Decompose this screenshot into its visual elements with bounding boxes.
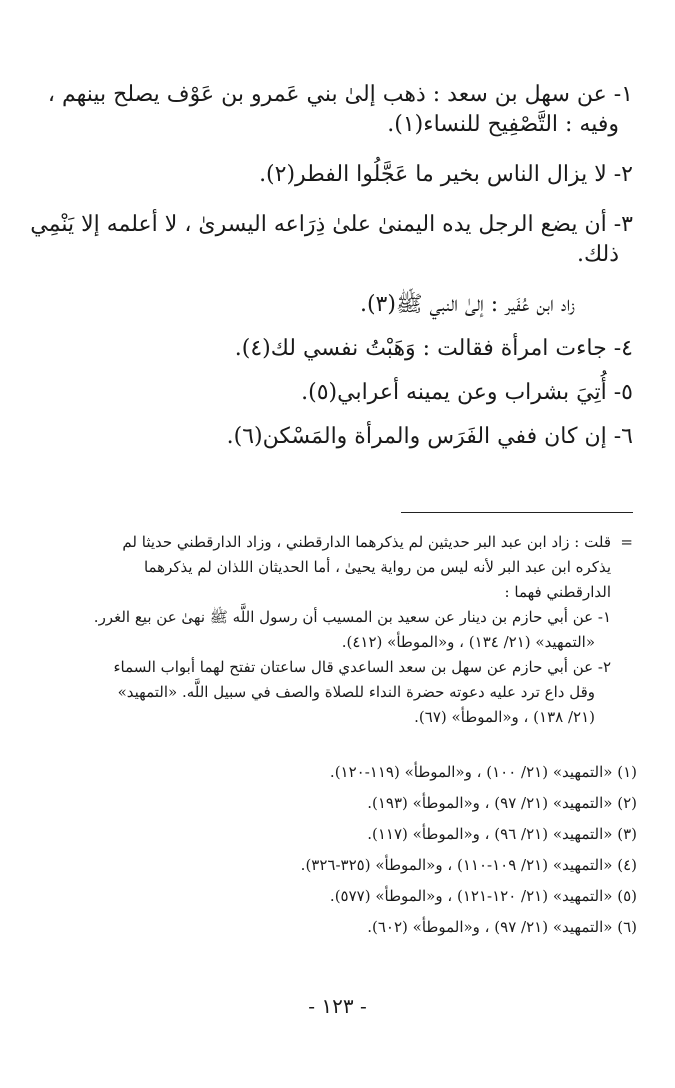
continuation-marker: = bbox=[620, 533, 633, 551]
footnote-4: (٤) «التمهيد» (٢١/ ١٠٩-١١٠) ، و«الموطأ» (٣٢٥-٣٢٦). bbox=[300, 856, 637, 874]
footnote-2: (٢) «التمهيد» (٢١/ ٩٧) ، و«الموطأ» (١٩٣). bbox=[367, 794, 637, 812]
footnote-3: (٣) «التمهيد» (٢١/ ٩٦) ، و«الموطأ» (١١٧). bbox=[367, 825, 637, 843]
hadith-2: ٢- لا يزال الناس بخير ما عَجَّلُوا الفطر(٢). bbox=[259, 162, 633, 187]
hadith-5: ٥- أُتِيَ بشراب وعن يمينه أعرابي(٥). bbox=[301, 380, 633, 405]
note-line-2: يذكره ابن عبد البر لأنه ليس من رواية يحيىٰ ، أما الحديثان اللذان لم يذكرهما bbox=[143, 558, 611, 576]
note-line-3: الدارقطني فهما : bbox=[504, 583, 611, 601]
footnote-5: (٥) «التمهيد» (٢١/ ١٢٠-١٢١) ، و«الموطأ» (٥٧٧). bbox=[329, 887, 637, 905]
hadith-3-line-2: ذلك. bbox=[576, 242, 619, 267]
hadith-1-line-2: وفيه : التَّصْفِيح للنساء(١). bbox=[387, 112, 619, 137]
continued-note bbox=[38, 530, 633, 730]
note-line-1 bbox=[38, 530, 633, 555]
footnotes bbox=[38, 757, 637, 943]
hadith-4: ٤- جاءت امرأة فقالت : وَهَبْتُ نفسي لك(٤). bbox=[234, 336, 633, 361]
note-line-8: (٢١/ ١٣٨) ، و«الموطأ» (٦٧). bbox=[414, 708, 595, 726]
footnote-6: (٦) «التمهيد» (٢١/ ٩٧) ، و«الموطأ» (٦٠٢). bbox=[367, 918, 637, 936]
footnote-divider bbox=[401, 512, 633, 513]
note-line-5: «التمهيد» (٢١/ ١٣٤) ، و«الموطأ» (٤١٢). bbox=[341, 633, 595, 651]
note-line-4: ١- عن أبي حازم بن دينار عن سعيد بن المسيب أن رسول اللَّه ﷺ نهىٰ عن بيع الغرر. bbox=[93, 608, 611, 626]
hadith-1-line-1: ١- عن سهل بن سعد : ذهب إلىٰ بني عَمرو بن عَوْف يصلح بينهم ، bbox=[47, 82, 633, 107]
hadith-3-line-1: ٣- أن يضع الرجل يده اليمنىٰ علىٰ ذِرَاعه اليسرىٰ ، لا أعلمه إلا يَنْمِي bbox=[30, 212, 633, 237]
footnote-1: (١) «التمهيد» (٢١/ ١٠٠) ، و«الموطأ» (١١٩-١٢٠). bbox=[329, 763, 637, 781]
note-line-7: وقل داع ترد عليه دعوته حضرة النداء للصلاة والصف في سبيل اللَّه. «التمهيد» bbox=[117, 683, 595, 701]
page-number: - ١٢٣ - bbox=[308, 994, 367, 1018]
hadith-3-addition: زاد ابن عُفَير : إلىٰ النبي ﷺ(٣). bbox=[359, 292, 575, 317]
note-line-1-text: قلت : زاد ابن عبد البر حديثين لم يذكرهما الدارقطني ، وزاد الدارقطني حديثا لم bbox=[122, 533, 611, 551]
hadith-6: ٦- إن كان ففي الفَرَس والمرأة والمَسْكن(٦). bbox=[226, 424, 633, 449]
note-line-6: ٢- عن أبي حازم عن سهل بن سعد الساعدي قال ساعتان تفتح لهما أبواب السماء bbox=[113, 658, 611, 676]
main-text bbox=[30, 80, 633, 452]
